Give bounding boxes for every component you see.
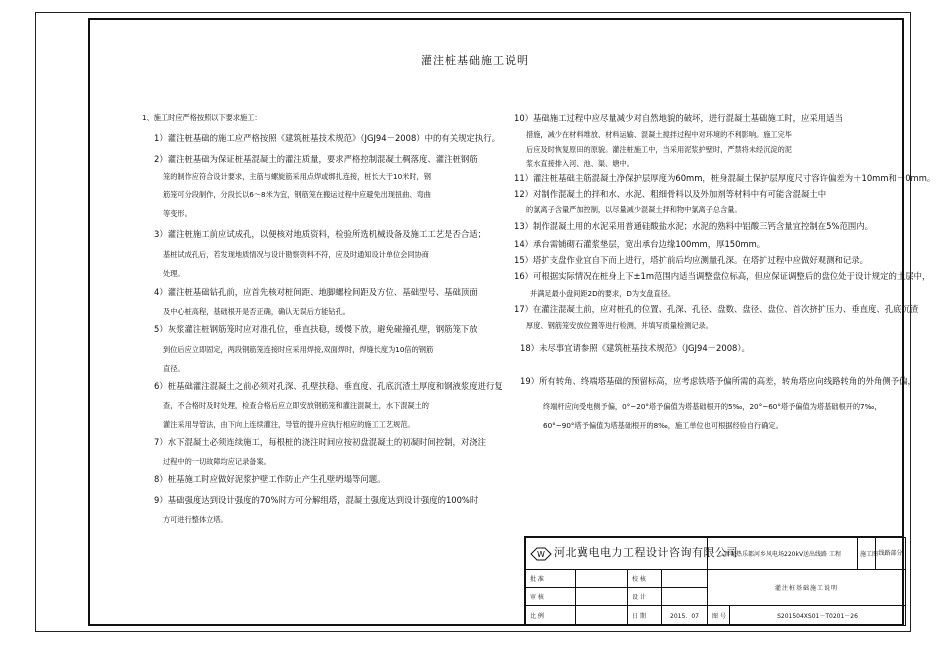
drawing-number: S201504XS01－T0201－26 [730, 605, 906, 625]
left-line: 等变形。 [163, 209, 192, 218]
label-scale: 比 例 [526, 605, 576, 625]
left-line: 笼的制作应符合设计要求，主筋与螺旋筋采用点焊或绑扎连接，桩长大于10米时，钢 [163, 172, 431, 181]
left-line: 1）灌注桩基础的施工应严格按照《建筑桩基技术规范》（JGJ94－2008）中的有关规定执行。 [154, 133, 501, 143]
left-line: 1、施工时应严格按照以下要求施工： [142, 113, 262, 122]
label-check: 校 核 [628, 569, 662, 587]
left-line: 筋笼可分段制作，分段长以6～8米为宜，钢筋笼在搬运过程中应避免出现扭曲、弯曲 [163, 190, 431, 199]
date-value: 2015．07 [662, 605, 708, 625]
company-logo-icon [530, 547, 552, 563]
left-line: 灌注采用导管法，由下向上连续灌注，导管的提升应执行相应的施工工艺规范。 [163, 420, 415, 429]
right-line: 12）对制作混凝土的拌和水、水泥、粗细骨料以及外加剂等材料中有可能含混凝土中 [514, 189, 827, 199]
left-line: 9）基础强度达到设计强度的70%时方可分解组塔，混凝土强度达到设计强度的100%时 [154, 495, 479, 505]
right-line: 19）所有转角、终端塔基础的预留标高，应考虑铁塔予偏所需的高差，转角塔应向线路转角的外角侧予偏， [520, 376, 916, 386]
right-line: 17）在灌注混凝土前，应对桩孔的位置、孔深、孔径、盘数、盘径、盘位、首次挤扩压力、垂直度、孔底沉渣 [514, 304, 919, 314]
left-line: 5）灰浆灌注桩钢筋笼时应对准孔位，垂直扶稳，缓慢下放，避免碰撞孔壁，钢筋笼下放 [154, 324, 478, 334]
stage-label: 施工图 [858, 538, 876, 570]
company-cell [526, 538, 738, 570]
right-line: 18）未尽事宜请参照《建筑桩基技术规范》（JGJ94－2008）。 [520, 343, 750, 353]
left-line: 2）灌注桩基础为保证桩基混凝土的灌注质量，要求严格控制混凝土稠落度、灌注桩钢筋 [154, 154, 478, 164]
left-line: 4）灌注桩基础钻孔前，应首先核对桩间距、地脚螺栓间距及方位、基础型号、基础顶面 [154, 287, 478, 297]
design-value [662, 587, 708, 605]
label-drawing-no: 图 号 [708, 605, 730, 625]
svg-text:W: W [537, 549, 545, 559]
title-block [524, 536, 904, 626]
company-name: 河北冀电电力工程设计咨询有限公司 [554, 546, 738, 560]
right-line: 14）承台需铺砌石灌浆垫层，宽出承台边缘100mm，厚150mm。 [514, 239, 766, 249]
right-line: 15）塔扩支盘作业宜自下而上进行，塔扩前后均应测量孔深。在塔扩过程中应做好观测和记录。 [514, 255, 869, 265]
right-line: 后应及时恢复原田的原貌。灌注桩施工中，当采用泥浆护壁时，严禁将未经沉淀的泥 [526, 145, 792, 154]
right-line: 浆水直接排入河、池、渠、塘中。 [526, 159, 634, 168]
right-line: 措施，减少在材料堆放、材料运输、混凝土搅拌过程中对环境的不利影响。施工完毕 [526, 130, 792, 139]
left-line: 到位后应立即固定，两段钢筋笼连接时应采用焊接,双面焊时，焊缝长度为10倍的钢筋 [163, 345, 434, 354]
left-line: 处理。 [163, 269, 185, 278]
left-line: 3）灌注桩施工前应试成孔，以便核对地质资料，检验所选机械设备及施工工艺是否合适； [154, 229, 486, 239]
left-line: 7）水下混凝土必须连续施工，每根桩的浇注时间应按初盘混凝土的初凝时间控制，对浇注 [154, 437, 486, 447]
left-line: 8）桩基施工时应做好泥浆护壁工作防止产生孔壁坍塌等问题。 [154, 474, 386, 484]
right-line: 16）可根据实际情况在桩身上下±1m范围内适当调整盘位标高，但应保证调整后的盘位处于设计规定的土层中， [514, 271, 931, 281]
right-line: 10）基础施工过程中应尽量减少对自然地貌的破坏，进行混凝土基础施工时，应采用适当 [514, 113, 843, 123]
label-approve: 批 准 [526, 569, 576, 587]
scale-value [576, 605, 628, 625]
review-value [576, 587, 628, 605]
document-title: 灌注桩基础施工说明 [421, 54, 529, 67]
left-line: 直径。 [163, 364, 185, 373]
left-line: 方可进行整体立塔。 [163, 515, 228, 524]
label-date: 日 期 [628, 605, 662, 625]
right-line: 11）灌注桩基础主筋混凝土净保护层厚度为60mm，桩身混凝土保护层厚度尺寸容许偏差为＋10mm和－0mm。 [514, 173, 936, 183]
right-line: 并满足最小盘间距2D的要求，D为支盘直径。 [530, 289, 676, 298]
label-design: 设 计 [628, 587, 662, 605]
left-line: 及中心桩高程，基础根开是否正确，确认无误后方能钻孔。 [163, 307, 350, 316]
approve-value [576, 569, 628, 587]
drawing-title: 灌注桩基础施工说明 [708, 569, 906, 605]
right-line: 的氯离子含量严加控制，以尽量减少混凝土拌和物中氯离子总含量。 [526, 205, 742, 214]
drawing-frame [88, 18, 904, 626]
label-review: 审 核 [526, 587, 576, 605]
left-line: 过程中的一切故障均应记录备案。 [163, 457, 271, 466]
right-line: 60°~90°塔予偏值为塔基础根开的8‰，施工单位也可根据经验自行确定。 [543, 421, 783, 430]
right-line: 13）制作混凝土用的水泥采用普通硅酸盐水泥；水泥的熟料中铝酸三钙含量宜控制在5%范围内。 [514, 221, 873, 231]
right-line: 终端杆应向受电侧予偏，0°~20°塔予偏值为塔基础根开的5‰，20°~60°塔予偏值为塔基础根开的7‰， [543, 402, 882, 411]
check-value [662, 569, 708, 587]
project-name: 新保热乐都河乡风电场220kV送出线路 工程 [708, 538, 858, 570]
left-line: 6）桩基础灌注混凝土之前必须对孔深、孔壁扶稳、垂直度、孔底沉渣土厚度和钢液浆度进行复 [154, 381, 503, 391]
right-line: 厚度、钢筋笼安放位置等进行检测，并填写质量检测记录。 [526, 321, 713, 330]
left-line: 查，不合格时及时处理，检查合格后应立即安放钢筋笼和灌注混凝土，水下混凝土的 [163, 401, 429, 410]
left-line: 基桩试成孔后，若发现地质情况与设计勘察资料不符，应及时通知设计单位会同协商 [163, 250, 429, 259]
section-label: 线路部分 [876, 538, 906, 570]
project-label: 工程 [828, 550, 841, 558]
